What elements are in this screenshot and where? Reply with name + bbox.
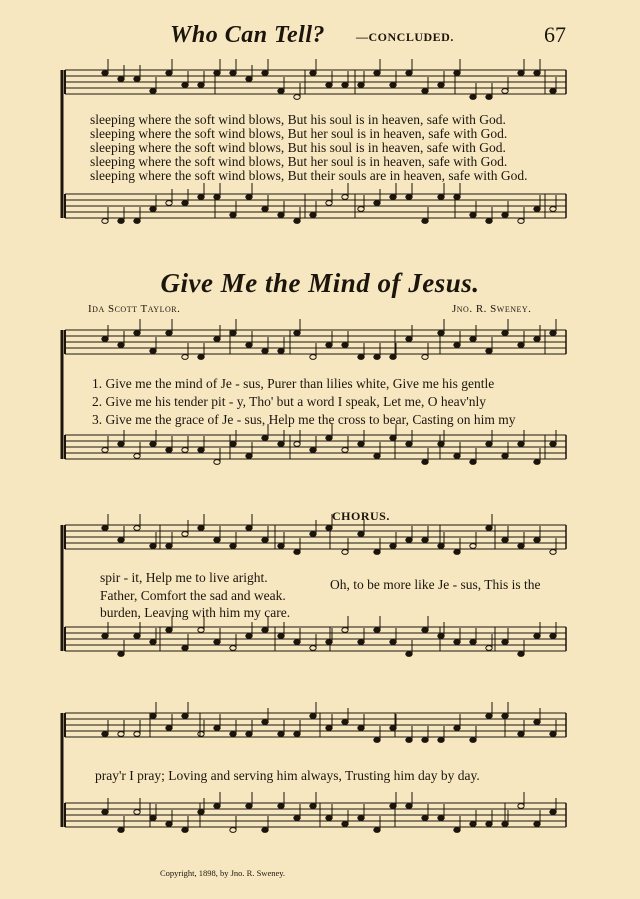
note-head: [486, 219, 492, 224]
note-head: [262, 207, 268, 212]
note-head: [294, 550, 300, 555]
verse-line: spir - it, Help me to live aright.: [100, 570, 268, 585]
note-head: [262, 538, 268, 543]
note-head: [102, 634, 108, 639]
page-title: Who Can Tell?: [170, 22, 325, 48]
note-head: [166, 544, 172, 549]
note-head: [550, 207, 556, 212]
note-head: [326, 201, 332, 206]
note-head: [422, 816, 428, 821]
note-head: [534, 71, 540, 76]
note-head: [438, 738, 444, 743]
note-head: [438, 634, 444, 639]
note-head: [278, 213, 284, 218]
note-head: [102, 526, 108, 531]
note-head: [278, 89, 284, 94]
note-head: [342, 343, 348, 348]
note-head: [118, 732, 124, 737]
note-head: [390, 195, 396, 200]
note-head: [438, 83, 444, 88]
note-head: [102, 71, 108, 76]
note-head: [390, 355, 396, 360]
note-head: [246, 634, 252, 639]
note-head: [454, 726, 460, 731]
note-head: [502, 89, 508, 94]
note-head: [534, 337, 540, 342]
note-head: [486, 714, 492, 719]
note-head: [358, 816, 364, 821]
note-head: [470, 337, 476, 342]
note-head: [150, 349, 156, 354]
note-head: [390, 544, 396, 549]
note-head: [374, 355, 380, 360]
note-head: [326, 83, 332, 88]
note-head: [550, 732, 556, 737]
note-head: [550, 89, 556, 94]
note-head: [166, 71, 172, 76]
copyright-notice: Copyright, 1898, by Jno. R. Sweney.: [160, 868, 286, 878]
note-head: [166, 201, 172, 206]
note-head: [438, 331, 444, 336]
note-head: [278, 634, 284, 639]
note-head: [150, 816, 156, 821]
note-head: [198, 355, 204, 360]
note-head: [374, 738, 380, 743]
note-head: [102, 732, 108, 737]
note-head: [214, 538, 220, 543]
note-head: [262, 349, 268, 354]
note-head: [310, 213, 316, 218]
note-head: [134, 732, 140, 737]
note-head: [294, 816, 300, 821]
note-head: [326, 726, 332, 731]
chorus-line: Oh, to be more like Je - sus, This is the: [330, 577, 541, 592]
note-head: [406, 71, 412, 76]
note-head: [310, 714, 316, 719]
composer-credit: Jno. R. Sweney.: [452, 303, 532, 315]
note-head: [230, 828, 236, 833]
note-head: [326, 436, 332, 441]
note-head: [214, 804, 220, 809]
note-head: [182, 201, 188, 206]
note-head: [422, 538, 428, 543]
note-head: [470, 213, 476, 218]
note-head: [486, 822, 492, 827]
note-head: [310, 448, 316, 453]
note-head: [230, 646, 236, 651]
note-head: [374, 201, 380, 206]
note-head: [358, 640, 364, 645]
note-head: [294, 640, 300, 645]
note-head: [310, 532, 316, 537]
note-head: [102, 448, 108, 453]
note-head: [166, 822, 172, 827]
note-head: [454, 454, 460, 459]
note-head: [230, 331, 236, 336]
note-head: [198, 810, 204, 815]
note-head: [358, 442, 364, 447]
note-head: [550, 634, 556, 639]
note-head: [246, 732, 252, 737]
note-head: [166, 628, 172, 633]
note-head: [518, 343, 524, 348]
note-head: [454, 195, 460, 200]
note-head: [150, 714, 156, 719]
note-head: [326, 526, 332, 531]
note-head: [102, 337, 108, 342]
note-head: [518, 652, 524, 657]
note-head: [182, 714, 188, 719]
lyric-line: sleeping where the soft wind blows, But her soul is in heaven, safe with God.: [90, 126, 508, 141]
verse-line: Father, Comfort the sad and weak.: [100, 588, 286, 603]
note-head: [246, 77, 252, 82]
note-head: [182, 532, 188, 537]
note-head: [550, 810, 556, 815]
note-head: [198, 628, 204, 633]
note-head: [534, 822, 540, 827]
note-head: [182, 828, 188, 833]
note-head: [262, 828, 268, 833]
note-head: [518, 219, 524, 224]
note-head: [438, 442, 444, 447]
note-head: [230, 732, 236, 737]
note-head: [134, 219, 140, 224]
lyric-line: sleeping where the soft wind blows, But his soul is in heaven, safe with God.: [90, 140, 506, 155]
note-head: [358, 532, 364, 537]
note-head: [550, 550, 556, 555]
note-head: [422, 219, 428, 224]
chorus-line: pray'r I pray; Loving and serving him always, Trusting him day by day.: [95, 768, 480, 783]
note-head: [438, 816, 444, 821]
note-head: [390, 804, 396, 809]
verse-line: 2. Give me his tender pit - y, Tho' but a word I speak, Let me, O heav'nly: [92, 394, 487, 409]
note-head: [486, 349, 492, 354]
note-head: [150, 207, 156, 212]
note-head: [358, 726, 364, 731]
note-head: [486, 526, 492, 531]
note-head: [534, 634, 540, 639]
note-head: [278, 804, 284, 809]
note-head: [358, 83, 364, 88]
note-head: [278, 349, 284, 354]
note-head: [454, 343, 460, 348]
note-head: [102, 219, 108, 224]
note-head: [198, 526, 204, 531]
note-head: [278, 544, 284, 549]
note-head: [454, 828, 460, 833]
note-head: [518, 804, 524, 809]
note-head: [134, 810, 140, 815]
note-head: [438, 195, 444, 200]
note-head: [214, 71, 220, 76]
note-head: [390, 726, 396, 731]
note-head: [534, 207, 540, 212]
note-head: [310, 355, 316, 360]
note-head: [342, 822, 348, 827]
note-head: [342, 83, 348, 88]
note-head: [422, 355, 428, 360]
note-head: [134, 634, 140, 639]
note-head: [342, 550, 348, 555]
note-head: [294, 442, 300, 447]
lyric-line: sleeping where the soft wind blows, But his soul is in heaven, safe with God.: [90, 112, 506, 127]
note-head: [438, 544, 444, 549]
note-head: [422, 460, 428, 465]
note-head: [246, 454, 252, 459]
note-head: [214, 337, 220, 342]
note-head: [246, 804, 252, 809]
note-head: [470, 822, 476, 827]
note-head: [422, 628, 428, 633]
verse-line: burden, Leaving with him my care.: [100, 605, 291, 620]
note-head: [374, 828, 380, 833]
note-head: [326, 816, 332, 821]
note-head: [294, 219, 300, 224]
page-number: 67: [544, 22, 566, 47]
note-head: [374, 71, 380, 76]
note-head: [262, 628, 268, 633]
note-head: [406, 538, 412, 543]
note-head: [310, 71, 316, 76]
hymn-title: Give Me the Mind of Jesus.: [160, 268, 480, 298]
note-head: [150, 442, 156, 447]
note-head: [262, 436, 268, 441]
note-head: [118, 219, 124, 224]
note-head: [134, 77, 140, 82]
note-head: [502, 714, 508, 719]
note-head: [118, 828, 124, 833]
note-head: [406, 738, 412, 743]
note-head: [150, 544, 156, 549]
note-head: [246, 526, 252, 531]
note-head: [534, 538, 540, 543]
note-head: [502, 538, 508, 543]
note-head: [182, 646, 188, 651]
note-head: [118, 538, 124, 543]
note-head: [518, 544, 524, 549]
note-head: [278, 442, 284, 447]
note-head: [182, 448, 188, 453]
note-head: [486, 442, 492, 447]
note-head: [294, 331, 300, 336]
note-head: [230, 71, 236, 76]
note-head: [390, 640, 396, 645]
note-head: [534, 460, 540, 465]
note-head: [470, 95, 476, 100]
note-head: [150, 89, 156, 94]
note-head: [214, 195, 220, 200]
note-head: [342, 448, 348, 453]
note-head: [502, 640, 508, 645]
note-head: [390, 83, 396, 88]
note-head: [486, 95, 492, 100]
note-head: [214, 640, 220, 645]
note-head: [294, 732, 300, 737]
note-head: [342, 628, 348, 633]
note-head: [182, 83, 188, 88]
note-head: [518, 442, 524, 447]
note-head: [454, 640, 460, 645]
note-head: [278, 732, 284, 737]
chorus-label: CHORUS.: [332, 509, 390, 523]
note-head: [374, 454, 380, 459]
note-head: [374, 628, 380, 633]
note-head: [502, 822, 508, 827]
note-head: [246, 343, 252, 348]
note-head: [326, 343, 332, 348]
note-head: [502, 331, 508, 336]
note-head: [262, 720, 268, 725]
note-head: [550, 442, 556, 447]
note-head: [246, 195, 252, 200]
note-head: [230, 544, 236, 549]
note-head: [550, 331, 556, 336]
note-head: [198, 195, 204, 200]
note-head: [470, 640, 476, 645]
lyric-line: sleeping where the soft wind blows, But her soul is in heaven, safe with God.: [90, 154, 508, 169]
note-head: [198, 83, 204, 88]
note-head: [150, 640, 156, 645]
note-head: [166, 331, 172, 336]
note-head: [470, 738, 476, 743]
note-head: [294, 95, 300, 100]
note-head: [406, 337, 412, 342]
note-head: [134, 454, 140, 459]
note-head: [454, 71, 460, 76]
note-head: [454, 550, 460, 555]
note-head: [422, 738, 428, 743]
note-head: [118, 652, 124, 657]
note-head: [502, 213, 508, 218]
note-head: [214, 460, 220, 465]
note-head: [470, 460, 476, 465]
note-head: [230, 442, 236, 447]
note-head: [310, 804, 316, 809]
note-head: [182, 355, 188, 360]
note-head: [406, 442, 412, 447]
note-head: [118, 442, 124, 447]
note-head: [102, 810, 108, 815]
note-head: [230, 213, 236, 218]
note-head: [198, 448, 204, 453]
note-head: [118, 343, 124, 348]
note-head: [118, 77, 124, 82]
note-head: [422, 89, 428, 94]
note-head: [518, 71, 524, 76]
note-head: [198, 732, 204, 737]
note-head: [134, 526, 140, 531]
note-head: [518, 732, 524, 737]
note-head: [342, 720, 348, 725]
note-head: [406, 195, 412, 200]
note-head: [166, 448, 172, 453]
note-head: [406, 804, 412, 809]
verse-line: 1. Give me the mind of Je - sus, Purer than lilies white, Give me his gentle: [92, 376, 495, 391]
note-head: [342, 195, 348, 200]
note-head: [358, 355, 364, 360]
author-credit: Ida Scott Taylor.: [88, 303, 181, 315]
note-head: [534, 720, 540, 725]
note-head: [326, 640, 332, 645]
note-head: [390, 436, 396, 441]
verse-line: 3. Give me the grace of Je - sus, Help me the cross to bear, Casting on him my: [92, 412, 516, 427]
note-head: [406, 652, 412, 657]
note-head: [486, 646, 492, 651]
note-head: [166, 726, 172, 731]
note-head: [374, 550, 380, 555]
lyric-line: sleeping where the soft wind blows, But their souls are in heaven, safe with God.: [90, 168, 528, 183]
note-head: [134, 331, 140, 336]
note-head: [310, 646, 316, 651]
note-head: [502, 454, 508, 459]
note-head: [214, 726, 220, 731]
page-subtitle: —CONCLUDED.: [356, 30, 454, 44]
note-head: [262, 71, 268, 76]
note-head: [470, 544, 476, 549]
note-head: [358, 207, 364, 212]
